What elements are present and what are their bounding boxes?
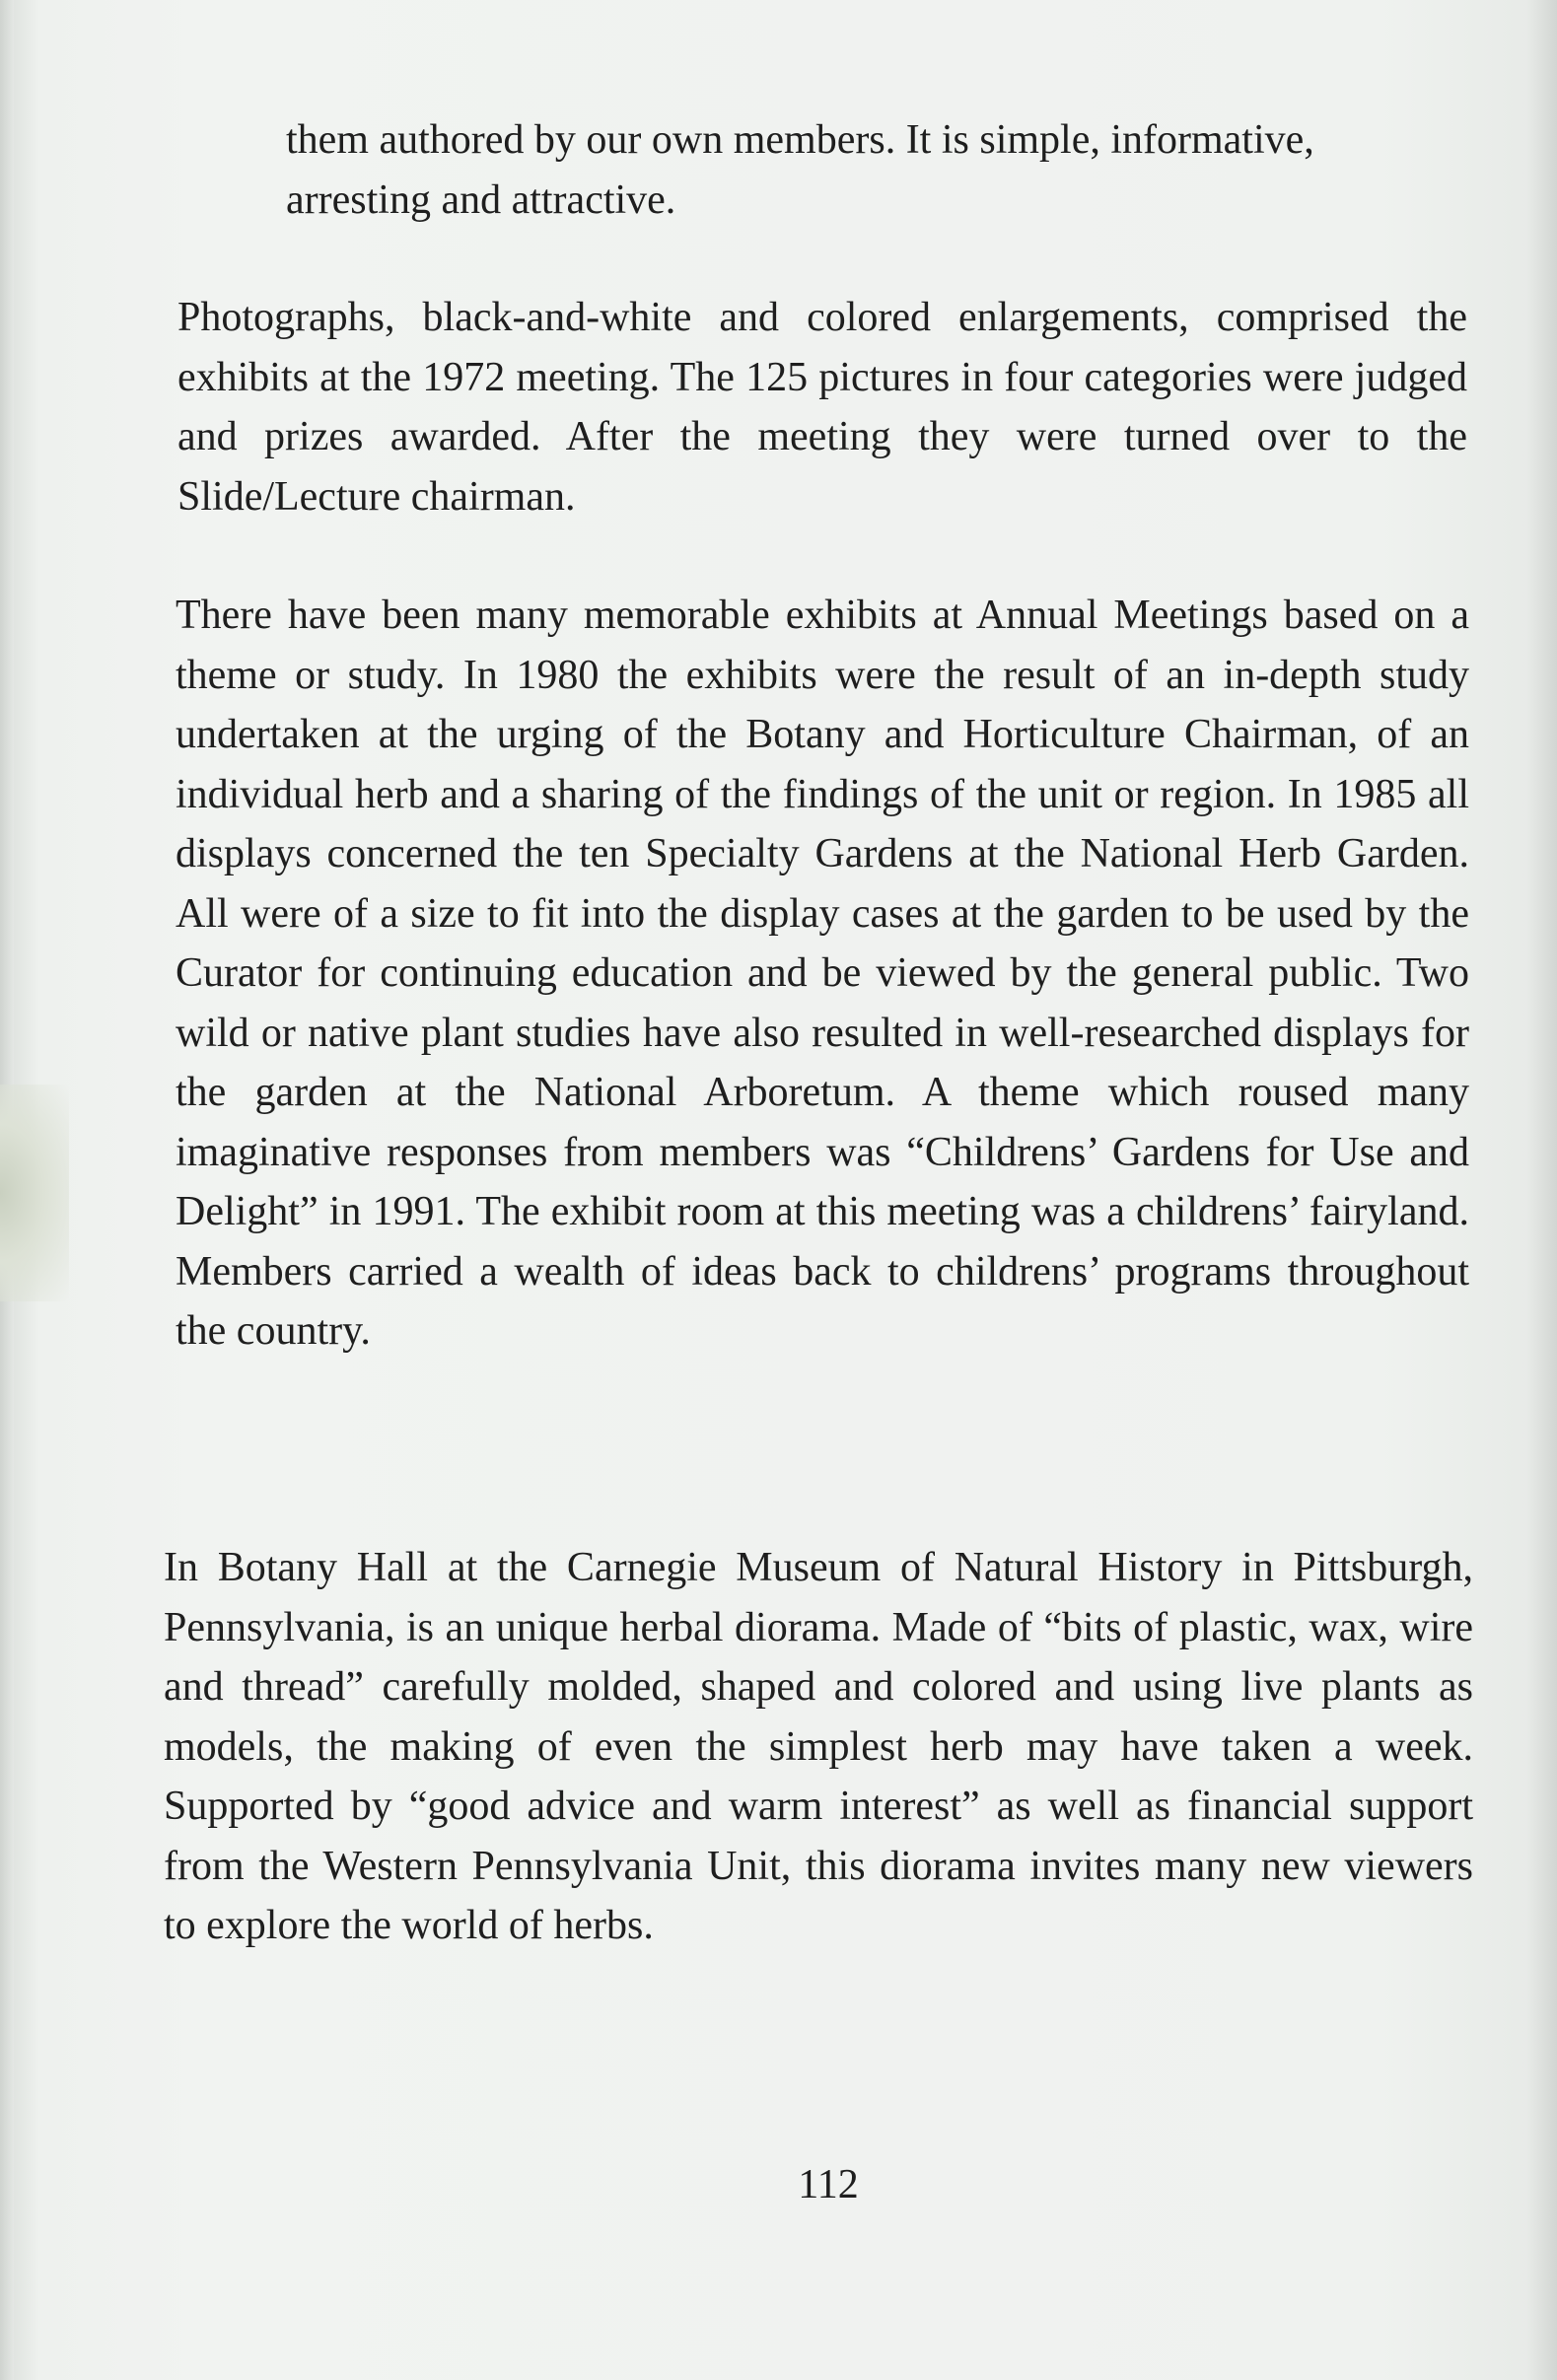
paragraph-continuation: them authored by our own members. It is simple, informative, arresting and attractive. [286,117,1314,223]
page-right-edge [1527,0,1557,2380]
page-tab-mark [0,1085,69,1301]
page-number: 112 [798,2162,859,2207]
paragraph-botany-hall: In Botany Hall at the Carnegie Museum of Natural History in Pittsburgh, Pennsylvania, is an unique herbal diorama. Made of “bits of plastic, wax, wire and thread” carefully molded, shaped and colored and using live plants as models, the making of even the simplest herb may have taken a week. Supported by “good advice and warm interest” as well as financial support from the Western Pennsylvania Unit, this diorama invites many new viewers to explore the world of herbs. [164,1545,1473,1948]
paragraph-memorable-exhibits: There have been many memorable exhibits at Annual Meetings based on a theme or study. In 1980 the exhibits were the result of an in-depth study undertaken at the urging of the Botany and Horticulture Chairman, of an individual herb and a sharing of the findings of the unit or region. In 1985 all displays concerned the ten Specialty Gardens at the National Herb Garden. All were of a size to fit into the display cases at the garden to be used by the Curator for continuing education and be viewed by the general public. Two wild or native plant studies have also resulted in well-researched displays for the garden at the National Arboretum. A theme which roused many imaginative responses from members was “Childrens’ Gardens for Use and Delight” in 1991. The exhibit room at this meeting was a childrens’ fairyland. Members carried a wealth of ideas back to childrens’ programs throughout the country. [176,593,1469,1354]
paragraph-photographs: Photographs, black-and-white and colored enlargements, comprised the exhibits at the 1972 meeting. The 125 pictures in four categories were judged and prizes awarded. After the meeting they were turned over to the Slide/Lecture chairman. [177,295,1467,520]
